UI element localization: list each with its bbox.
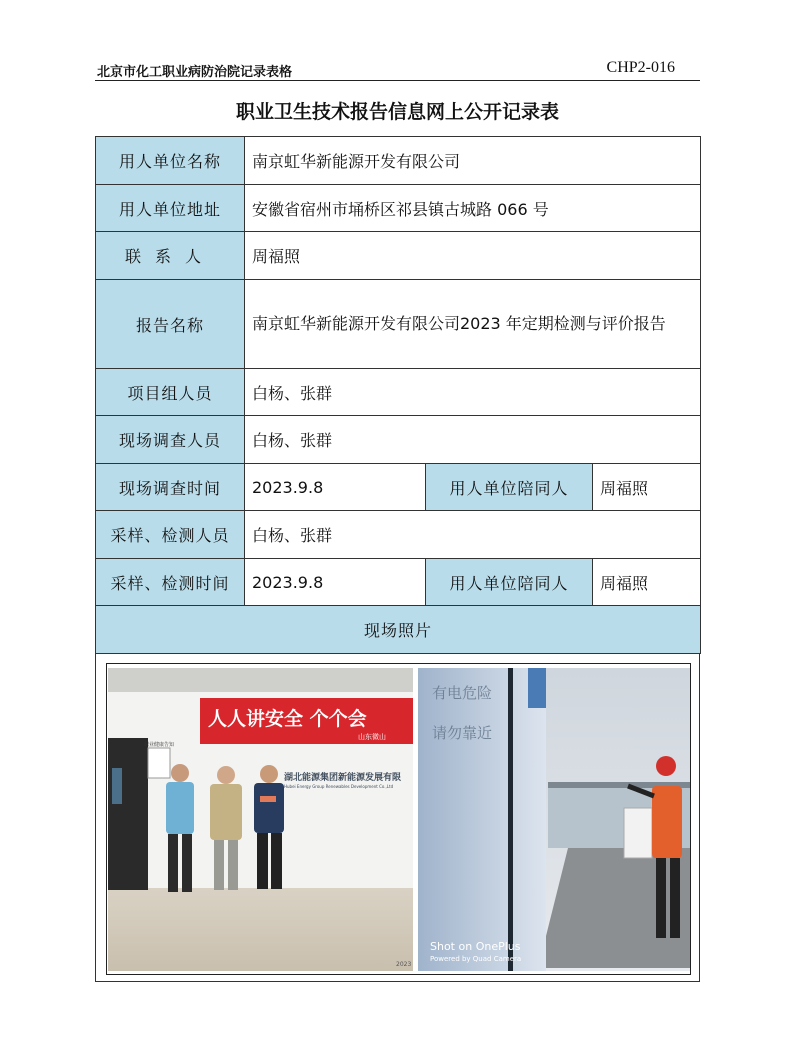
sampling-escort-value: 周福照: [593, 559, 701, 606]
safety-banner-subtext: 山东微山: [358, 733, 386, 741]
sampling-time-label: 采样、检测时间: [96, 559, 245, 606]
company-sign-text: 湖北能源集团新能源发展有限: [284, 773, 402, 783]
report-name-label: 报告名称: [96, 280, 245, 369]
header-divider: [95, 80, 700, 81]
row-employer-address: [96, 185, 701, 232]
survey-time-value: 2023.9.8: [245, 464, 426, 511]
site-photo-staff: [108, 668, 413, 971]
camera-watermark-sub: Powered by Quad Camera: [430, 955, 522, 963]
survey-time-label: 现场调查时间: [96, 464, 245, 511]
employer-name-label: 用人单位名称: [96, 137, 245, 185]
sampling-time-value: 2023.9.8: [245, 559, 426, 606]
sampling-escort-label: 用人单位陪同人: [426, 559, 593, 606]
project-members-value: 白杨、张群: [245, 369, 701, 416]
contact-label: 联系人: [96, 232, 245, 280]
document-title: 职业卫生技术报告信息网上公开记录表: [235, 101, 559, 123]
survey-staff-value: 白杨、张群: [245, 416, 701, 464]
wall-warning-text-1: 有电危险: [432, 684, 493, 702]
row-project-members: [96, 369, 701, 416]
company-sign-en-text: Hubei Energy Group Renewables Development Co.,Ltd: [284, 784, 394, 789]
survey-staff-label: 现场调查人员: [96, 416, 245, 464]
site-photo-staff-image: [108, 668, 413, 971]
row-contact: [96, 232, 701, 280]
report-name-value: 南京虹华新能源开发有限公司2023 年定期检测与评价报告: [245, 280, 701, 369]
site-photo-equipment: [418, 668, 690, 971]
employer-address-label: 用人单位地址: [96, 185, 245, 232]
row-survey-time: [96, 464, 701, 511]
row-employer-name: [96, 137, 701, 185]
photo-date-stamp: 2023: [396, 961, 412, 968]
notice-board-label: 职业健康告知: [143, 742, 175, 748]
row-report-name: [96, 280, 701, 369]
sampling-staff-label: 采样、检测人员: [96, 511, 245, 559]
safety-banner-text: 人人讲安全 个个会: [208, 708, 367, 730]
org-form-name: 北京市化工职业病防治院记录表格: [97, 65, 293, 80]
camera-watermark: Shot on OnePlus: [430, 940, 521, 953]
row-sampling-time: [96, 559, 701, 606]
photos-label: 现场照片: [96, 606, 701, 654]
form-code: CHP2-016: [606, 59, 675, 76]
photos-cell: [95, 653, 700, 982]
project-members-label: 项目组人员: [96, 369, 245, 416]
sampling-staff-value: 白杨、张群: [245, 511, 701, 559]
contact-value: 周福照: [245, 232, 701, 280]
wall-warning-text-2: 请勿靠近: [432, 724, 493, 742]
record-table: [95, 136, 701, 654]
row-sampling-staff: [96, 511, 701, 559]
employer-name-value: 南京虹华新能源开发有限公司: [245, 137, 701, 185]
row-survey-staff: [96, 416, 701, 464]
survey-escort-label: 用人单位陪同人: [426, 464, 593, 511]
survey-escort-value: 周福照: [593, 464, 701, 511]
site-photo-equipment-image: [418, 668, 690, 971]
row-photos-header: [96, 606, 701, 654]
employer-address-value: 安徽省宿州市埇桥区祁县镇古城路 066 号: [245, 185, 701, 232]
